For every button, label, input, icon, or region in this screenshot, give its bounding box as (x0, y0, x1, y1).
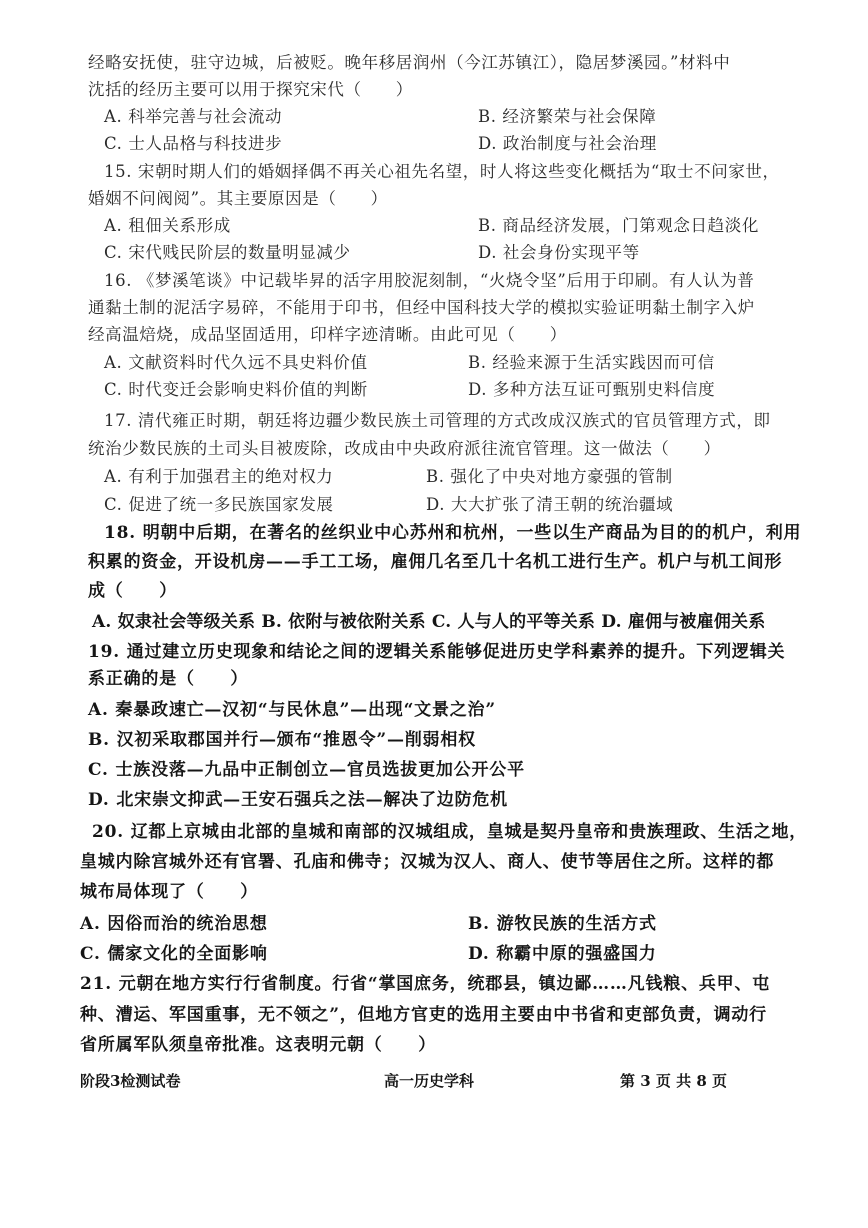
q16-stem-line2: 通黏土制的泥活字易碎，不能用于印书，但经中国科技大学的模拟实验证明黏土制字入炉 (88, 298, 755, 317)
q16-option-d: D. 多种方法互证可甄别史料信度 (468, 380, 716, 399)
q15-option-a: A. 租佃关系形成 (104, 216, 231, 235)
q20-stem-line2: 皇城内除宫城外还有官署、孔庙和佛寺；汉城为汉人、商人、使节等居住之所。这样的都 (80, 852, 775, 872)
q15-option-c: C. 宋代贱民阶层的数量明显减少 (104, 243, 351, 262)
q17-option-a: A. 有利于加强君主的绝对权力 (104, 467, 334, 486)
q14-option-d: D. 政治制度与社会治理 (478, 134, 657, 153)
footer-subject: 高一历史学科 (384, 1072, 475, 1090)
q17-option-c: C. 促进了统一多民族国家发展 (104, 495, 334, 514)
q19-option-d: D. 北宋崇文抑武—王安石强兵之法—解决了边防危机 (88, 790, 508, 810)
q18-stem-line1: 18. 明朝中后期，在著名的丝织业中心苏州和杭州，一些以生产商品为目的的机户，利用 (104, 523, 802, 543)
q17-option-b: B. 强化了中央对地方豪强的管制 (426, 467, 673, 486)
q16-option-a: A. 文献资料时代久远不具史料价值 (104, 353, 368, 372)
q14-option-b: B. 经济繁荣与社会保障 (478, 107, 657, 126)
q15-option-b: B. 商品经济发展，门第观念日趋淡化 (478, 216, 759, 235)
q19-stem-line2: 系正确的是（ ） (88, 669, 249, 689)
q19-option-b: B. 汉初采取郡国并行—颁布“推恩令”—削弱相权 (88, 730, 476, 750)
q21-stem-line1: 21. 元朝在地方实行行省制度。行省“掌国庶务，统郡县，镇边鄙……凡钱粮、兵甲、屯 (80, 974, 771, 994)
q14-option-a: A. 科举完善与社会流动 (104, 107, 283, 126)
q17-option-d: D. 大大扩张了清王朝的统治疆域 (426, 495, 674, 514)
q20-option-d: D. 称霸中原的强盛国力 (468, 944, 657, 964)
q19-stem-line1: 19. 通过建立历史现象和结论之间的逻辑关系能够促进历史学科素养的提升。下列逻辑关 (88, 642, 786, 662)
q17-stem-line1: 17. 清代雍正时期，朝廷将边疆少数民族土司管理的方式改成汉族式的官员管理方式，即 (104, 411, 771, 430)
q15-stem-line1: 15. 宋朝时期人们的婚姻择偶不再关心祖先名望，时人将这些变化概括为“取士不问家世， (104, 162, 780, 181)
q21-stem-line2: 种、漕运、军国重事，无不领之”，但地方官吏的选用主要由中书省和吏部负责，调动行 (80, 1005, 767, 1025)
q20-stem-line1: 20. 辽都上京城由北部的皇城和南部的汉城组成，皇城是契丹皇帝和贵族理政、生活之地， (92, 822, 808, 842)
q14-stem-line1: 经略安抚使，驻守边城，后被贬。晚年移居润州（今江苏镇江），隐居梦溪园。”材料中 (88, 53, 731, 72)
q18-stem-line2: 积累的资金，开设机房——手工工场，雇佣几名至几十名机工进行生产。机户与机工间形 (88, 552, 783, 572)
q18-stem-line3: 成（ ） (88, 581, 177, 601)
q15-option-d: D. 社会身份实现平等 (478, 243, 640, 262)
footer-exam-name: 阶段3检测试卷 (80, 1072, 181, 1090)
q15-stem-line2: 婚姻不问阀阅”。其主要原因是（ ） (88, 189, 388, 208)
q16-option-b: B. 经验来源于生活实践因而可信 (468, 353, 715, 372)
q20-option-a: A. 因俗而治的统治思想 (80, 914, 268, 934)
q18-options: A. 奴隶社会等级关系 B. 依附与被依附关系 C. 人与人的平等关系 D. 雇佣与被雇佣关系 (92, 612, 766, 632)
q16-stem-line3: 经高温焙烧，成品坚固适用，印样字迹清晰。由此可见（ ） (88, 325, 567, 344)
q19-option-c: C. 士族没落—九品中正制创立—官员选拔更加公开公平 (88, 760, 525, 780)
q17-stem-line2: 统治少数民族的土司头目被废除，改成由中央政府派往流官管理。这一做法（ ） (88, 439, 721, 458)
footer-page-number: 第 3 页 共 8 页 (620, 1072, 727, 1090)
q19-option-a: A. 秦暴政速亡—汉初“与民休息”—出现“文景之治” (88, 700, 496, 720)
q20-option-c: C. 儒家文化的全面影响 (80, 944, 268, 964)
q20-option-b: B. 游牧民族的生活方式 (468, 914, 657, 934)
q16-option-c: C. 时代变迁会影响史料价值的判断 (104, 380, 368, 399)
q14-option-c: C. 士人品格与科技进步 (104, 134, 283, 153)
q21-stem-line3: 省所属军队须皇帝批准。这表明元朝（ ） (80, 1035, 436, 1055)
q14-stem-line2: 沈括的经历主要可以用于探究宋代（ ） (88, 80, 413, 99)
q16-stem-line1: 16. 《梦溪笔谈》中记载毕昇的活字用胶泥刻制，“火烧令坚”后用于印刷。有人认为普 (104, 271, 755, 290)
q20-stem-line3: 城布局体现了（ ） (80, 882, 258, 902)
